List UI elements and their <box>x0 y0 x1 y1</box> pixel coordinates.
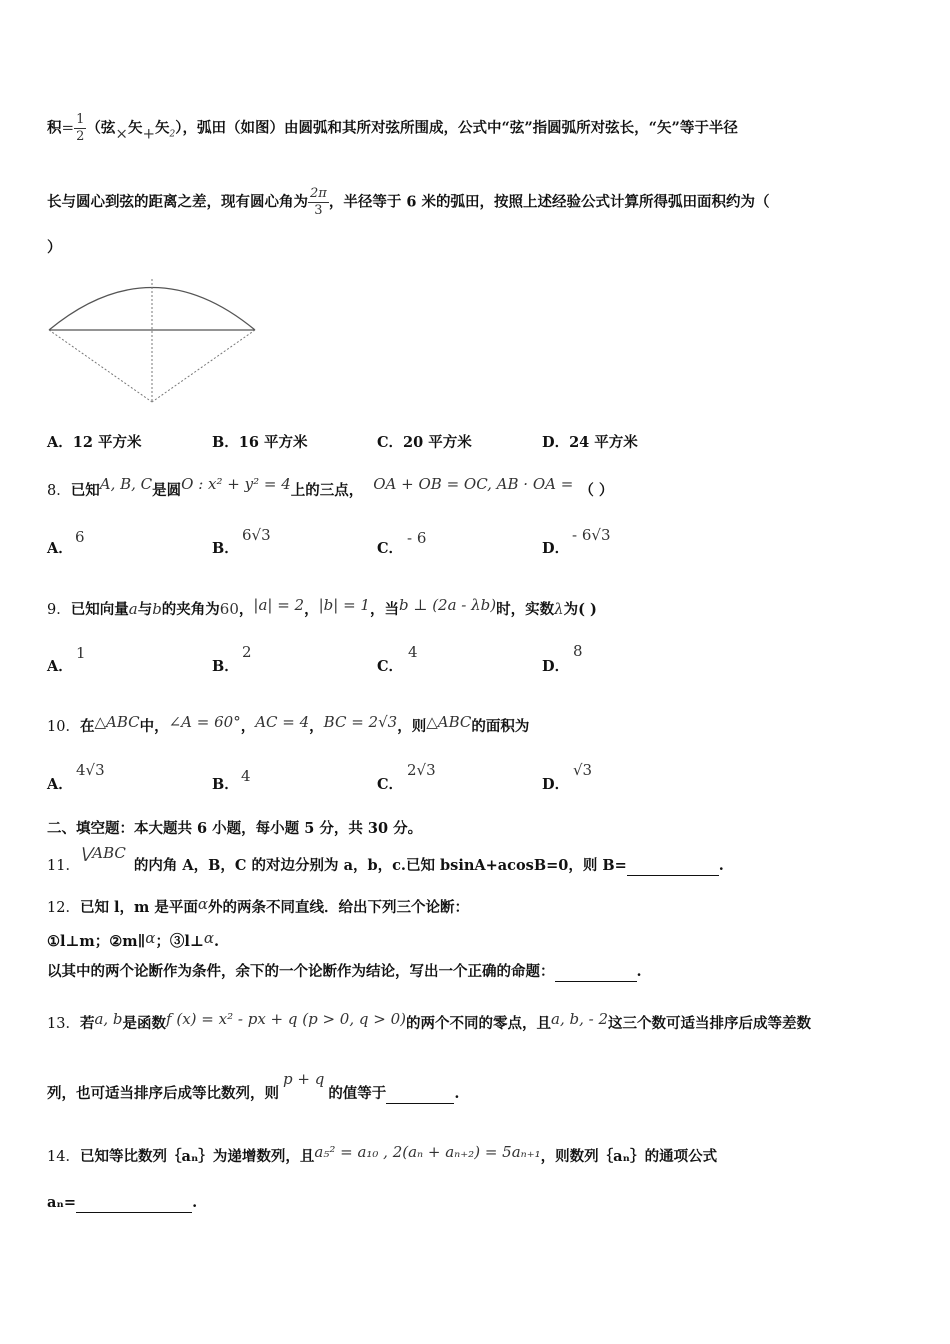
section-heading: 二、填空题：本大题共 6 小题，每小题 5 分，共 30 分。 <box>47 820 423 837</box>
text: 列，也可适当排序后成等比数列，则 <box>47 1085 279 1102</box>
q10-option-d: D． <box>542 776 570 793</box>
q8-option-a: A． <box>47 540 73 557</box>
text: ①l⊥m；②m∥ <box>47 933 146 950</box>
q9-option-a: A． <box>47 658 73 675</box>
q13-line2 <box>47 1070 460 1104</box>
text: ， <box>309 718 324 735</box>
q9-option-a-value: 1 <box>76 644 86 662</box>
radius-right <box>152 330 255 402</box>
answer-blank[interactable] <box>627 859 719 876</box>
math: OA + OB = OC, AB · OA = <box>373 475 574 493</box>
q10-option-c: C． <box>377 776 404 793</box>
text: ，则 <box>397 718 427 735</box>
math: a₅² = a₁₀ , 2(aₙ + aₙ₊₂) = 5aₙ₊₁ <box>314 1143 541 1161</box>
q7-option-d: D．24 平方米 <box>542 434 638 451</box>
q10-stem <box>47 712 529 737</box>
text: . <box>192 1194 198 1211</box>
text: 中， <box>139 718 169 735</box>
fraction-numerator: 1 <box>76 112 85 127</box>
q8-option-c-value: - 6 <box>407 529 427 547</box>
q8-option-b: B． <box>212 540 239 557</box>
fraction-denominator: 3 <box>314 203 323 218</box>
q8-stem <box>47 474 613 501</box>
q9-stem <box>47 595 597 620</box>
q12-line3 <box>47 962 642 982</box>
text: . <box>636 963 642 980</box>
text: 若 <box>79 1015 95 1032</box>
q8-option-d-value: - 6√3 <box>572 526 611 544</box>
q13-stem <box>47 1009 811 1034</box>
q7-option-a: A．12 平方米 <box>47 434 142 451</box>
math: α <box>197 895 209 913</box>
q8-option-d: D． <box>542 540 570 557</box>
times-sign: × <box>115 124 128 143</box>
math: A, B, C <box>99 475 153 493</box>
answer-blank[interactable] <box>555 965 637 982</box>
math: |b| = 1 <box>318 596 370 614</box>
text: . <box>454 1085 460 1102</box>
math: a <box>128 600 138 618</box>
text: （ ） <box>579 482 614 499</box>
fraction-denominator: 2 <box>76 129 85 144</box>
question-number: 13． <box>47 1016 80 1032</box>
math: α <box>203 929 215 947</box>
text: 是函数 <box>122 1015 167 1032</box>
text: . <box>718 857 724 874</box>
text: 与 <box>137 601 153 618</box>
text: 的面积为 <box>471 718 530 735</box>
math: a, b <box>94 1010 123 1028</box>
math: 60 <box>219 600 239 618</box>
text: 是圆 <box>152 482 182 499</box>
math: AC = 4 <box>255 713 310 731</box>
text: 的值等于 <box>328 1085 387 1102</box>
fraction-angle <box>308 186 329 219</box>
q10-option-c-value: 2√3 <box>407 761 436 779</box>
math: p + q <box>283 1070 325 1088</box>
math: O : x² + y² = 4 <box>181 475 291 493</box>
q9-option-b-value: 2 <box>242 643 252 661</box>
question-number: 8． <box>47 483 71 499</box>
answer-blank[interactable] <box>76 1196 192 1213</box>
q7-line1 <box>47 112 738 145</box>
q10-option-a: A． <box>47 776 73 793</box>
text: aₙ= <box>47 1194 77 1211</box>
question-number: 12． <box>47 900 80 916</box>
text: 外的两条不同直线．给出下列三个论断： <box>208 899 470 916</box>
math: a, b, - 2 <box>551 1010 608 1028</box>
q10-option-a-value: 4√3 <box>76 761 105 779</box>
text: ；③l⊥ <box>155 933 204 950</box>
text: ，半径等于 6 米的弧田，按照上述经验公式计算所得弧田面积约为（ <box>328 193 770 211</box>
math: λ <box>554 600 564 618</box>
text: 在 <box>79 718 95 735</box>
q8-option-a-value: 6 <box>75 528 85 546</box>
text: （弦 <box>86 119 116 137</box>
text: 长与圆心到弦的距离之差，现有圆心角为 <box>47 193 308 211</box>
q9-option-d-value: 8 <box>573 642 583 660</box>
text: ），弧田（如图）由圆弧和其所对弦所围成，公式中“弦”指圆弧所对弦长，“矢”等于半径 <box>175 119 738 137</box>
math: ⋁ABC <box>79 844 126 862</box>
arc-field-figure <box>44 272 260 406</box>
q10-option-d-value: √3 <box>573 761 593 779</box>
q12-stem <box>47 894 469 918</box>
q8-option-b-value: 6√3 <box>242 526 271 544</box>
radius-left <box>49 330 152 402</box>
text: 这三个数可适当排序后成等差数 <box>608 1015 811 1032</box>
q7-line2 <box>47 186 770 219</box>
plus-sign: + <box>142 124 156 143</box>
q9-option-c: C． <box>377 658 404 675</box>
text: ，当 <box>369 601 399 618</box>
superscript: 2 <box>169 129 176 140</box>
math: △ABC <box>426 713 472 731</box>
text: ， <box>304 601 319 618</box>
q9-option-c-value: 4 <box>408 643 418 661</box>
question-number: 14． <box>47 1149 80 1165</box>
q11-stem <box>47 844 724 876</box>
text: 矢 <box>155 119 170 137</box>
equals-sign: = <box>61 118 75 137</box>
question-number: 9． <box>47 602 71 618</box>
math: α <box>145 929 156 947</box>
answer-blank[interactable] <box>386 1087 454 1104</box>
text: 已知等比数列｛aₙ｝为递增数列，且 <box>79 1148 315 1165</box>
text: 积 <box>47 119 62 137</box>
math: BC = 2√3 <box>323 713 398 731</box>
text: 的内角 A，B，C 的对边分别为 a，b，c.已知 bsinA+acosB=0，则 B= <box>133 857 627 874</box>
text: 已知 l，m 是平面 <box>79 899 198 916</box>
text: ，则数列｛aₙ｝的通项公式 <box>540 1148 718 1165</box>
text: 矢 <box>127 119 143 137</box>
text: 已知 <box>70 482 100 499</box>
question-number: 10． <box>47 719 80 735</box>
text: ， <box>240 718 256 735</box>
q8-option-c: C． <box>377 540 404 557</box>
q7-option-b: B．16 平方米 <box>212 434 308 451</box>
q10-option-b-value: 4 <box>241 767 251 785</box>
q7-line3: ） <box>47 239 62 256</box>
math: |a| = 2 <box>253 596 305 614</box>
question-number: 11． <box>47 858 80 874</box>
text: 的两个不同的零点，且 <box>406 1015 551 1032</box>
text: 以其中的两个论断作为条件，余下的一个论断作为结论，写出一个正确的命题： <box>47 963 555 980</box>
text: 已知向量 <box>70 601 129 618</box>
fraction-half <box>74 112 86 145</box>
q9-option-d: D． <box>542 658 570 675</box>
q9-option-b: B． <box>212 658 239 675</box>
q14-stem <box>47 1142 717 1167</box>
math: ∠A = 60° <box>168 713 241 731</box>
fraction-numerator: 2π <box>310 186 327 201</box>
text: 为( ) <box>563 601 597 618</box>
q10-option-b: B． <box>212 776 239 793</box>
math: △ABC <box>94 713 140 731</box>
math: f (x) = x² - px + q (p > 0, q > 0) <box>166 1010 406 1028</box>
q14-line2 <box>47 1193 197 1213</box>
math: b ⊥ (2a - λb) <box>398 596 497 614</box>
text: . <box>214 933 220 950</box>
text: 的夹角为 <box>161 601 220 618</box>
text: 时，实数 <box>496 601 555 618</box>
q7-option-c: C．20 平方米 <box>377 434 472 451</box>
text: 上的三点， <box>290 482 364 499</box>
q12-line2 <box>47 928 219 952</box>
math: b <box>152 600 162 618</box>
text: ， <box>238 601 254 618</box>
